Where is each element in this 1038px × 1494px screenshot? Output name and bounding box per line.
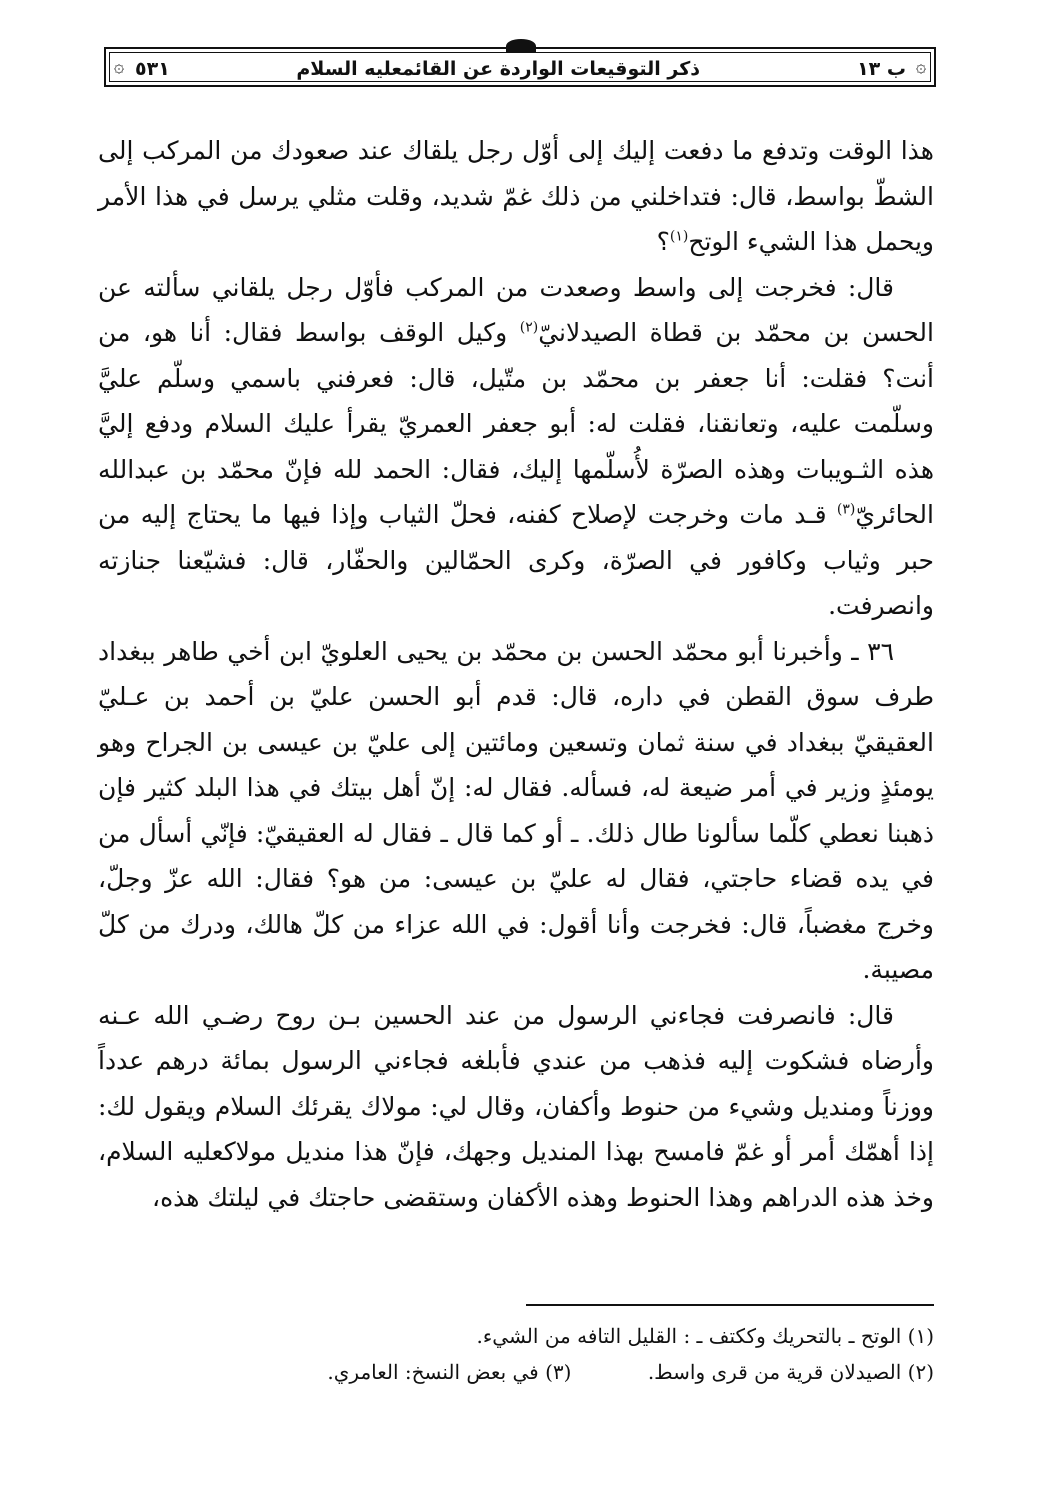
footnote-3: (٣) في بعض النسخ: العامري. xyxy=(327,1360,572,1384)
chapter-label: ب ١٣ xyxy=(857,58,906,80)
footnotes xyxy=(150,1318,934,1390)
header-ornament-left: ۞ xyxy=(113,56,125,77)
header-ornament-cap xyxy=(506,39,536,53)
footnote-separator xyxy=(526,1304,934,1306)
main-text xyxy=(98,128,934,1220)
footnote-2: (٢) الصيدلان قرية من قرى واسط. xyxy=(647,1360,934,1384)
footnote-ref-1[interactable]: (١) xyxy=(669,228,689,245)
paragraph-1: هذا الوقت وتدفع ما دفعت إليك إلى أوّل رجل يلقاك عند صعودك من المركب إلى الشطّ بواسط، قال: فتداخلني من ذلك غمّ شديد، وقلت مثلي يرسل في هذا الأمر ويحمل هذا الشيء الوتح$^{(١)}$؟ xyxy=(98,136,934,256)
header-ornament-right: ۞ xyxy=(915,56,927,77)
running-title: ذكر التوقيعات الواردة عن القائمعليه السلام xyxy=(296,58,700,80)
footnote-row-2 xyxy=(150,1354,934,1390)
paragraph-2: قال: فخرجت إلى واسط وصعدت من المركب فأوّل رجل يلقاني سألته عن الحسن بن محمّد بن قطاة الصيدلانيّ$^{(٢)}$ وكيل الوقف بواسط فقال: أنا هو، من أنت؟ فقلت: أنا جعفر بن محمّد بن متّيل، قال: فعرفني باسمي وسلّم عليَّ وسلّمت عليه، وتعانقنا، فقلت له: أبو جعفر العمريّ يقرأ عليك السلام ودفع إليَّ هذه الثـويبات وهذه الصرّة لأُسلّمها إليك، فقال: الحمد لله فإنّ محمّد بن عبدالله الحائريّ$^{(٣)}$ قـد مات وخرجت لإصلاح كفنه، فحلّ الثياب وإذا فيها ما يحتاج إليه من حبر وثياب وكافور في الصرّة، وكرى الحمّالين والحفّار، قال: فشيّعنا جنازته وانصرفت. xyxy=(98,272,934,620)
footnote-ref-3[interactable]: (٣) xyxy=(836,501,856,518)
footnote-ref-2[interactable]: (٢) xyxy=(519,319,539,336)
paragraph-4: قال: فانصرفت فجاءني الرسول من عند الحسين بـن روح رضـي الله عـنه وأرضاه فشكوت إليه فذهب من عندي فأبلغه فجاءني الرسول بمائة درهم عدداً ووزناً ومنديل وشيء من حنوط وأكفان، وقال لي: مولاك يقرئك السلام ويقول لك: إذا أهمّك أمر أو غمّ فامسح بهذا المنديل وجهك، فإنّ هذا منديل مولاكعليه السلام، وخذ هذه الدراهم وهذا الحنوط وهذه الأكفان وستقضى حاجتك في ليلتك هذه، xyxy=(98,1000,934,1212)
footnote-1: (١) الوتح ـ بالتحريك وككتف ـ : القليل التافه من الشيء. xyxy=(476,1324,934,1348)
paragraph-3: ٣٦ ـ وأخبرنا أبو محمّد الحسن بن محمّد بن يحيى العلويّ ابن أخي طاهر ببغداد طرف سوق القطن في داره، قال: قدم أبو الحسن عليّ بن أحمد بن عـليّ العقيقيّ ببغداد في سنة ثمان وتسعين ومائتين إلى عليّ بن عيسى بن الجراح وهو يومئذٍ وزير في أمر ضيعة له، فسأله. فقال له: إنّ أهل بيتك في هذا البلد كثير فإن ذهبنا نعطي كلّما سألونا طال ذلك. ـ أو كما قال ـ فقال له العقيقيّ: فإنّي أسأل من في يده قضاء حاجتي، فقال له عليّ بن عيسى: من هو؟ فقال: الله عزّ وجلّ، وخرج مغضباً، قال: فخرجت وأنا أقول: في الله عزاء من كلّ هالك، ودرك من كلّ مصيبة. xyxy=(98,636,934,984)
page-number: ٥٣١ xyxy=(135,58,170,80)
